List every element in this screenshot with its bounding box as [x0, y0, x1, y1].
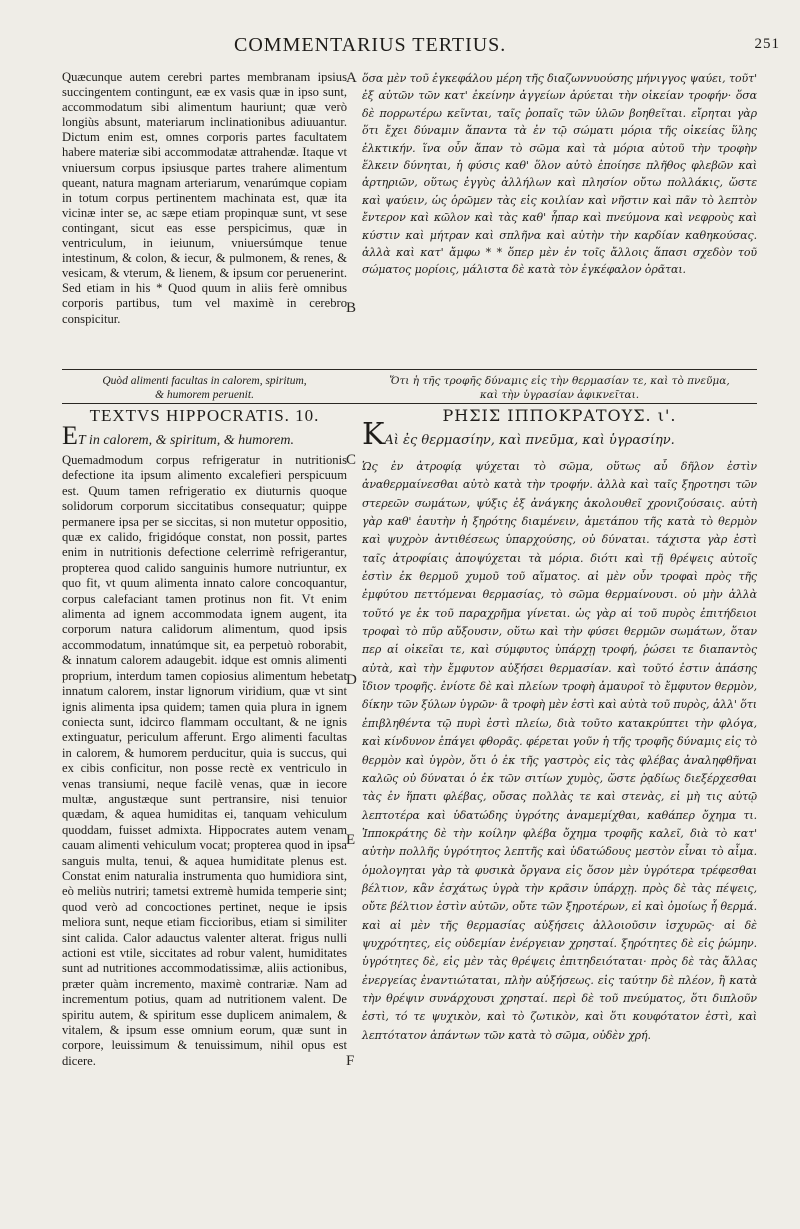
margin-letter-a: A — [346, 70, 357, 86]
margin-letter-c: C — [346, 452, 357, 468]
drop-cap-greek: K — [362, 417, 385, 452]
lemma-greek-text: Αὶ ἐς θερμασίην, καὶ πνεῦμα, καὶ ὑγρασίην. — [384, 433, 675, 448]
margin-letter-f: F — [346, 1053, 355, 1069]
margin-letter-d: D — [346, 672, 357, 688]
latin-summary-line-2: & humorem peruenit. — [155, 389, 254, 401]
greek-summary — [362, 374, 757, 402]
greek-paragraph-top: ὅσα μὲν τοῦ ἐγκεφάλου μέρη τῆς διαζωννυούσης μήνιγγος ψαύει, τοῦτ' ἐξ αὐτῶν τῶν κατ' ἐκείνην ἀγγείων ἀρύεται τὴν οἰκείαν τροφήν· ὅσα δὲ πορρωτέρω κεῖνται, ταῖς ῥοπαῖς τῶν ὑλῶν βοηθεῖται. εἴρηται γὰρ ὅτι ἔχει δύναμιν ἅπαντα τὰ ἐν τῷ σώματι μόρια τῆς οἰκείας ὕλης ἑλκτικήν. ἵνα οὖν ἅπαν τὸ σῶμα καὶ τὰ μόρια αὐτοῦ τὴν τροφὴν ἕλκειν δύνηται, ἡ φύσις καθ' ὅλον αὐτὸ ἐποίησε πλῆθος φλεβῶν καὶ ἀρτηριῶν, οὕτως ἐγγὺς ἀλλήλων καὶ πλησίον οὔτω πολλάκις, ὥστε καὶ ψαύειν, ὡς ὁρῶμεν τὰς εἰς κοιλίαν καὶ νῆστιν καὶ πᾶν τὸ λεπτὸν ἔντερον καὶ κῶλον καὶ τὰς καθ' ἧπαρ καὶ πνεύμονα καὶ νεφροὺς καὶ κύστιν καὶ μήτραν καὶ σπλῆνα καὶ αὐτὴν τὴν καρδίαν καθηκούσας. ἀλλὰ καὶ κατ' ἄμφω * * ὅπερ μὲν ἐν τοῖς ἄλλοις ἅπασι σχεδὸν τοῦ σώματος μορίοις, μάλιστα δὲ κατὰ τὸν ἐγκέφαλον ὁρᾶται. — [362, 72, 757, 277]
section-divider-bottom — [62, 403, 757, 404]
drop-cap-latin: E — [62, 421, 78, 450]
text-heading-latin: TEXTVS HIPPOCRATIS. 10. — [89, 406, 320, 425]
latin-commentary: Quemadmodum corpus refrigeratur in nutritionis defectione ita ipsum alimento excalefieri perspicuum est. Quum tamen refrigeratio ex diuturnis quoque solidorum corporum siccitatibus consequatur; quippe permanere ipsa per se siccitas, si non mutetur oppositio, quæ ex calido, frigidóque constat, non possit, partes enim in nutritionis defectione celerrimè refrigerantur, propterea quod calido sanguinis humore nutriuntur, ex quo fit, vt quum alimenta innato calore concoquantur, corpus calefaciant tamen protinus non fit. Vt enim alimenta ad ignem accommodata ignem augent, ita corporum natura calidorum alimentum, quod ipsis accommodatum, innatúmque sit, ea perpetuò roborabit, & innatum calorem adaugebit. idque est omnis alimenti proprium, interdum tamen copiosius alimentum hebetat innatum calorem, instar lignorum viridium, quæ vt sint ignis alimenta ipsa quidem; tamen quia plura in ignem coniecta sunt, idcirco flammam occultant, & ne ignis extinguatur, periculum afferunt. Ergo alimenti facultas in calorem, & humorem perducitur, quia is succus, qui ex cibis conficitur, non posse rectè ex ventriculo in venas transiumi, neque facilè venas, quæ in iecore multæ, angustæque sunt pertransire, nisi tenuior quædam, & aquea humiditas ei, tanquam vehiculum quoddam, fuisset admixta. Hippocrates autem venam cauam alimenti vehiculum vocat; propterea quod in ipsa sanguis multa, tenui, & aquea humiditate plenus est. Constat enim naturalia instrumenta quo humidiora sint, eò meliùs nutriri; tametsi extremè humida temperie sint; quod verò ad concoctiones pertinet, neque ie ipsis meliora sunt, neque etiam ficcioribus, etiam si similiter sint calida. Calor adauctus valenter alterat. frigus nulli actioni est vtile, siccitates ad robur valent, humiditates sunt ad nutritiones accommodatissimæ, aliis actionibus, præter quàm incremento, maximè contrariæ. Nam ad incrementum potius, quam ad nutritionem valent. De spiritu autem, & spiritum esse duplicem animalem, & vitalem, & ipsum esse omnium eorum, quæ sunt in corpore, leuissimum & tenuissimum, nihil opus est dicere. — [62, 453, 347, 1068]
latin-heading-block — [62, 406, 347, 449]
greek-commentary: Ὡς ἐν ἀτροφίᾳ ψύχεται τὸ σῶμα, οὕτως αὖ δῆλον ἐστὶν ἀναθερμαίνεσθαι αὐτὸ κατὰ τὴν τροφήν. ἀλλὰ καὶ ταῖς ξηροτησι τῶν στερεῶν σωμάτων, ψύξις ἐξ ἀνάγκης ἀκολουθεῖ χρονιζούσαις. αὐτὴ γὰρ καθ' ἑαυτὴν ἡ ξηρότης διαμένειν, ἀμετάπου τῆς κατὰ τὸ θερμὸν καὶ ψυχρὸν ἀντιθέσεως ὑπαρχούσης, οὐ δύναται. τάχιστα γὰρ ἐστὶ ταῖς ἀτροφίαις ἀποψύχεται τὰ μόρια. διότι καὶ τῇ θρέψεις αὐτοῖς ἐστὶν ἐκ θερμοῦ χυμοῦ τοῦ αἵματος. αἱ μὲν οὖν τροφαὶ πρὸς τῆς ἐμφύτου πεττόμεναι θερμασίας, τὸ σῶμα θερμαίνουσι. οὐ μὴν ἀλλὰ τοῦτό γε ἐκ τοῦ παραχρῆμα γίνεται. ὡς γὰρ αἱ τοῦ πυρὸς ἐπιτήδειοι τροφαὶ τὸ πῦρ αὔξουσιν, οὕτω καὶ τὴν φύσει θερμῶν σωμάτων, ὅταν περ αἱ οἰκεῖαι τε, καὶ σύμφυτος ὑπάρχῃ τροφή, ῥώσει τε διαπαντὸς αὐτὰ, καὶ τὴν ἔμφυτον αὐξήσει θερμασίαν. καὶ τοῦτό ἐστιν ἁπάσης ἴδιον τροφῆς. ἐνίοτε δὲ καὶ πλείων τροφὴ ἀμαυροῖ τὸ ἔμφυτον θερμὸν, δίκην τῶν ξύλων ὑγρῶν· ἃ τροφὴ μὲν ἐστὶ καὶ αὐτὰ τοῦ πυρὸς, ἀλλ' ὅτι ἐπιβληθέντα τῷ πυρὶ ἐστὶ πλείω, διὰ τοῦτο κατακρύπτει τὴν φλόγα, καὶ κίνδυνον ἐπάγει φθορᾶς. φέρεται γοῦν ἡ τῆς τροφῆς δύναμις εἰς τὸ θερμὸν καὶ ὑγρὸν, ὅτι ὁ ἐκ τῆς γαστρὸς εἰς τὰς φλέβας ἀναληφθῆναι καλῶς οὐ δύναται ὁ ἐκ τῶν σιτίων χυμὸς, ὥστε ῥᾳδίως διεξέρχεσθαι τὰς ἐν ἥπατι φλέβας, οὔσας πολλὰς τε καὶ στενὰς, εἰ μὴ τις αὐτῷ λεπτοτέρα καὶ ὑδατώδης ὑγρότης ἀναμεμίχθαι, καθάπερ ὄχημα τι. Ἱπποκράτης δὲ τὴν κοίλην φλέβα ὄχημα τροφῆς καλεῖ, διὰ τὸ κατ' αὐτὴν πολλῆς ὑγρότητος λεπτῆς καὶ ὑδατώδους μεστὸν εἶναι τὸ αἷμα. ὁμολογηται γὰρ τὰ φυσικὰ ὄργανα εἰς ὅσον μὲν ὑγρότερα τρέφεσθαι βέλτιον, κἂν ἐσχάτως ὑγρὰ τὴν κρᾶσιν ὑπάρχῃ. πρὸς δὲ τὰς πέψεις, οὔτε βέλτιον ἐστὶν αὐτῶν, οὔτε τῶν ξηροτέρων, εἰ καὶ ὁμοίως ἦ θερμά. καὶ αἱ μὲν τῆς θερμασίας αὐξήσεις ἀλλοιοῦσιν ἰσχυρῶς· αἱ δὲ ψυχρότητες, εἰς οὐδεμίαν ἐνέργειαν χρησταί. ξηρότητες δὲ εἰς ῥώμην. ὑγρότητες δὲ, εἰς μὲν τὰς θρέψεις ἐπιτηδειόταται· πρὸς δὲ τὰς ἄλλας ἐνεργείας ἐναντιώταται, πλὴν αὐξήσεως. εἰς ταύτην δὲ πλέον, ἢ κατὰ τὴν θρέψιν συνάρχουσι χρησταί. περὶ δὲ τοῦ πνεύματος, ὅτι διπλοῦν ἐστὶ, τό τε ψυχικὸν, καὶ τὸ ζωτικὸν, καὶ ὅτι κουφότατον ἐστὶ, καὶ λεπτότατον ἁπάντων τῶν κατὰ τὸ σῶμα, οὐδὲν χρή. — [362, 460, 757, 1042]
greek-summary-line-2: καὶ τὴν ὑγρασίαν ἀφικνεῖται. — [479, 389, 640, 401]
greek-column-top — [362, 70, 757, 279]
greek-column-bottom — [362, 458, 757, 1045]
latin-summary — [62, 374, 347, 402]
page-number: 251 — [754, 36, 780, 52]
lemma-latin — [62, 421, 347, 450]
latin-column-top — [62, 70, 347, 327]
latin-summary-line-1: Quòd alimenti facultas in calorem, spiritum, — [102, 375, 307, 387]
margin-letter-b: B — [346, 300, 357, 316]
latin-paragraph-top: Quæcunque autem cerebri partes membranam ipsius succingentem contingunt, eæ ex vasis quæ in ipso sunt, accommodatum sibi alimentum hauriunt; quæ verò longiùs absunt, materiarum inclinationibus adiuuantur. Dictum enim est, omnes corporis partes facultatem habere materiæ sibi accommodatæ attrahendæ. Itaque vt vniuersum corpus ipsiusque partes trahere alimentum queant, natura magnam arteriarum, venarúmque copiam in totum corpus pertinentem machinata est, quæ ita vicinæ inter se, ac sæpe etiam propinquæ sunt, vt sese contingant, sicut eas esse perspicimus, quæ in ventriculum, in ieiunum, vniuersúmque tenue intestinum, & colon, & iecur, & pulmonem, & renes, & vesicam, & vterum, & lienem, & ipsum cor peruenerint. Sed etiam in his * Quod quum in aliis ferè omnibus corporis partibus, tum vel maximè in cerebro conspicitur. — [62, 70, 347, 326]
running-title: COMMENTARIUS TERTIUS. — [234, 34, 507, 56]
greek-heading-block — [362, 406, 757, 452]
latin-column-bottom — [62, 453, 347, 1069]
text-heading-greek: ΡΗΣΙΣ ΙΠΠΟΚΡΑΤΟΥΣ. ι'. — [442, 406, 677, 425]
lemma-greek — [362, 417, 757, 452]
greek-summary-line-1: Ὅτι ἡ τῆς τροφῆς δύναμις εἰς τὴν θερμασίαν τε, καὶ τὸ πνεῦμα, — [389, 375, 730, 387]
margin-letter-e: E — [346, 832, 356, 848]
running-header — [230, 34, 790, 64]
lemma-latin-text: T in calorem, & spiritum, & humorem. — [77, 433, 294, 448]
section-divider-top — [62, 369, 757, 370]
